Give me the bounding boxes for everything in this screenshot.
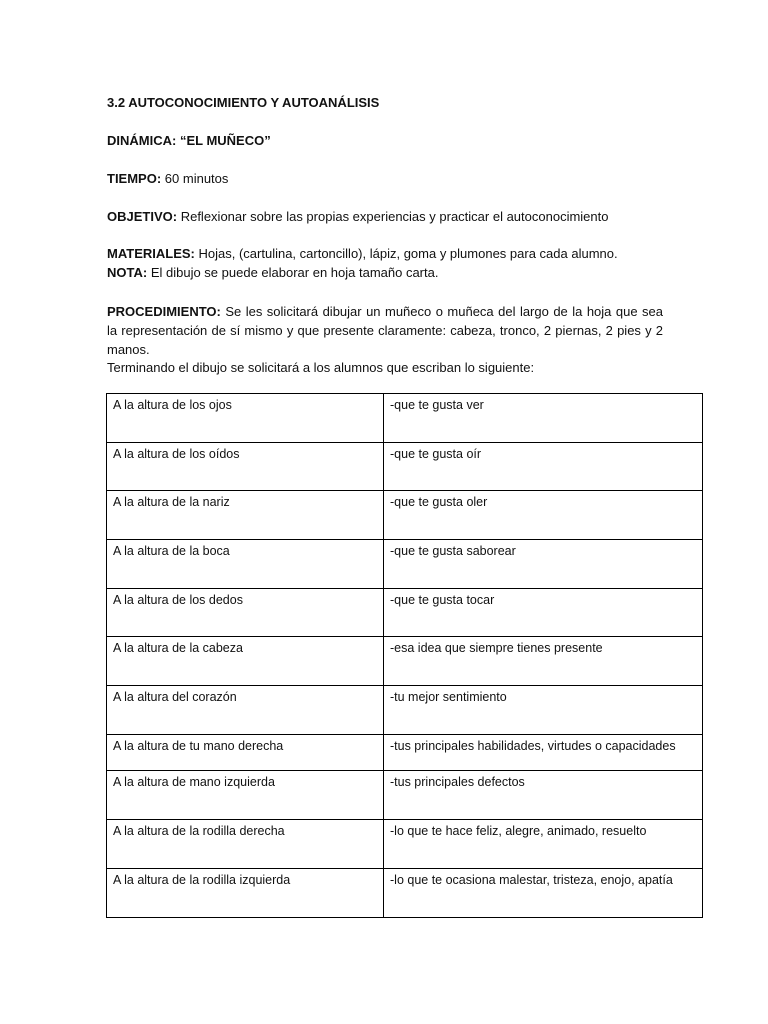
prompt-cell: -lo que te hace feliz, alegre, animado, resuelto [384, 820, 703, 869]
prompt-cell: -lo que te ocasiona malestar, tristeza, enojo, apatía [384, 869, 703, 918]
table-row [107, 637, 703, 686]
location-cell: A la altura de los ojos [107, 394, 384, 443]
table-row [107, 771, 703, 820]
location-cell: A la altura de la rodilla izquierda [107, 869, 384, 918]
location-cell: A la altura de la cabeza [107, 637, 384, 686]
objective-value: Reflexionar sobre las propias experiencias y practicar el autoconocimiento [180, 209, 609, 224]
table-row [107, 394, 703, 443]
table-row [107, 589, 703, 637]
procedure-paragraph [107, 302, 663, 359]
procedure-text: Se les solicitará dibujar un muñeco o muñeca del largo de la hoja que sea la representación de sí mismo y que presente claramente: cabeza, tronco, 2 piernas, 2 pies y 2 manos. [107, 304, 663, 357]
table-row [107, 735, 703, 771]
prompt-cell: -tus principales defectos [384, 771, 703, 820]
dynamic-value: “EL MUÑECO” [179, 133, 271, 148]
prompt-cell: -que te gusta oler [384, 491, 703, 540]
procedure-followup: Terminando el dibujo se solicitará a los alumnos que escriban lo siguiente: [107, 360, 535, 375]
prompt-cell: -esa idea que siempre tienes presente [384, 637, 703, 686]
table-row [107, 686, 703, 735]
location-cell: A la altura de la boca [107, 540, 384, 589]
time-label: TIEMPO: [107, 171, 162, 186]
prompt-cell: -tu mejor sentimiento [384, 686, 703, 735]
location-cell: A la altura de la nariz [107, 491, 384, 540]
location-cell: A la altura de los dedos [107, 589, 384, 637]
procedure-label: PROCEDIMIENTO: [107, 304, 221, 319]
prompt-cell: -que te gusta oír [384, 443, 703, 491]
location-cell: A la altura del corazón [107, 686, 384, 735]
table-row [107, 443, 703, 491]
materials-line [107, 245, 618, 263]
location-cell: A la altura de mano izquierda [107, 771, 384, 820]
note-line [107, 264, 438, 282]
materials-value: Hojas, (cartulina, cartoncillo), lápiz, goma y plumones para cada alumno. [198, 246, 618, 261]
materials-label: MATERIALES: [107, 246, 195, 261]
objective-line [107, 208, 608, 226]
objective-label: OBJETIVO: [107, 209, 178, 224]
prompt-cell: -que te gusta ver [384, 394, 703, 443]
note-label: NOTA: [107, 265, 148, 280]
dynamic-line [107, 132, 271, 150]
time-line [107, 170, 228, 188]
prompt-cell: -tus principales habilidades, virtudes o capacidades [384, 735, 703, 771]
prompt-cell: -que te gusta tocar [384, 589, 703, 637]
section-title: 3.2 AUTOCONOCIMIENTO Y AUTOANÁLISIS [107, 95, 380, 110]
table-row [107, 491, 703, 540]
dynamic-label: DINÁMICA: [107, 133, 177, 148]
location-cell: A la altura de tu mano derecha [107, 735, 384, 771]
note-value: El dibujo se puede elaborar en hoja tamaño carta. [150, 265, 439, 280]
table-row [107, 540, 703, 589]
activity-table-body [107, 394, 703, 918]
location-cell: A la altura de los oídos [107, 443, 384, 491]
prompt-cell: -que te gusta saborear [384, 540, 703, 589]
location-cell: A la altura de la rodilla derecha [107, 820, 384, 869]
activity-table [106, 393, 703, 918]
time-value: 60 minutos [164, 171, 229, 186]
table-row [107, 820, 703, 869]
table-row [107, 869, 703, 918]
